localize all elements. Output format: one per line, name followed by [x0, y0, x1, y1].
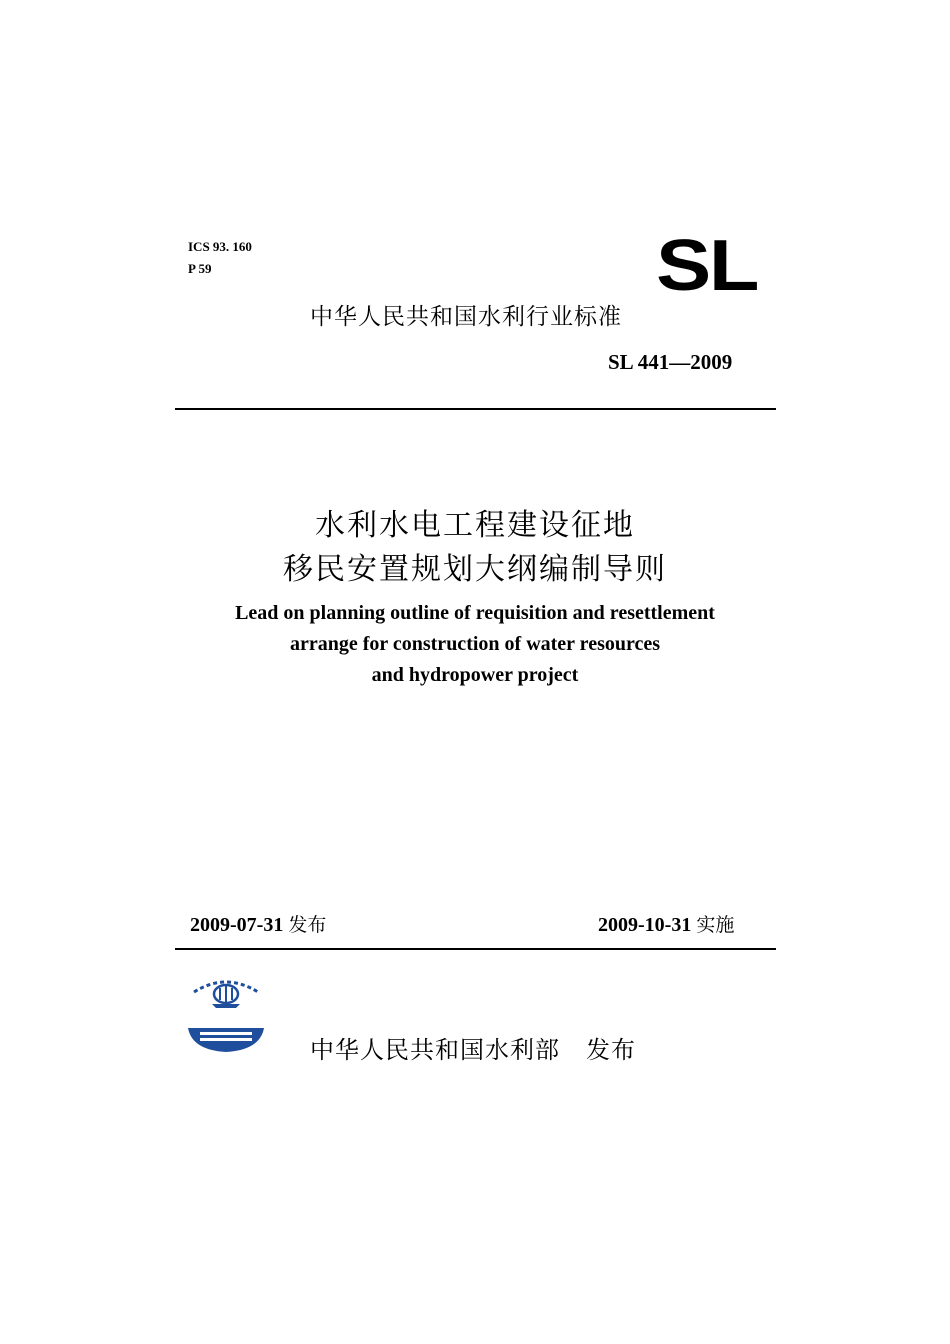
bottom-divider: [175, 948, 776, 950]
top-divider: [175, 408, 776, 410]
title-cn-line2: 移民安置规划大纲编制导则: [283, 552, 667, 587]
publisher-emblem-icon: [186, 970, 266, 1060]
issue-date: [190, 910, 326, 937]
industry-standard-label: 中华人民共和国水利行业标准: [310, 304, 622, 330]
issue-date-value: 2009-07-31: [190, 914, 284, 936]
issue-label: 发布: [288, 914, 327, 936]
implement-date-value: 2009-10-31: [598, 914, 692, 936]
publisher-name: 中华人民共和国水利部: [310, 1036, 560, 1064]
title-en-line3: and hydropower project: [371, 664, 579, 686]
implement-label: 实施: [696, 914, 735, 936]
publish-label: 发布: [586, 1036, 636, 1064]
sl-logo: SL: [656, 226, 758, 306]
title-en: [0, 598, 950, 691]
title-cn-line1: 水利水电工程建设征地: [315, 508, 635, 543]
standard-number: SL 441—2009: [608, 350, 733, 374]
publisher-line: [310, 1030, 636, 1065]
ics-code: ICS 93. 160: [188, 239, 252, 254]
title-en-line2: arrange for construction of water resources: [289, 633, 661, 655]
classification-codes: [188, 236, 252, 280]
title-en-line1: Lead on planning outline of requisition and resettlement: [235, 602, 715, 624]
ccs-code: P 59: [188, 261, 212, 276]
implement-date: [598, 910, 734, 937]
